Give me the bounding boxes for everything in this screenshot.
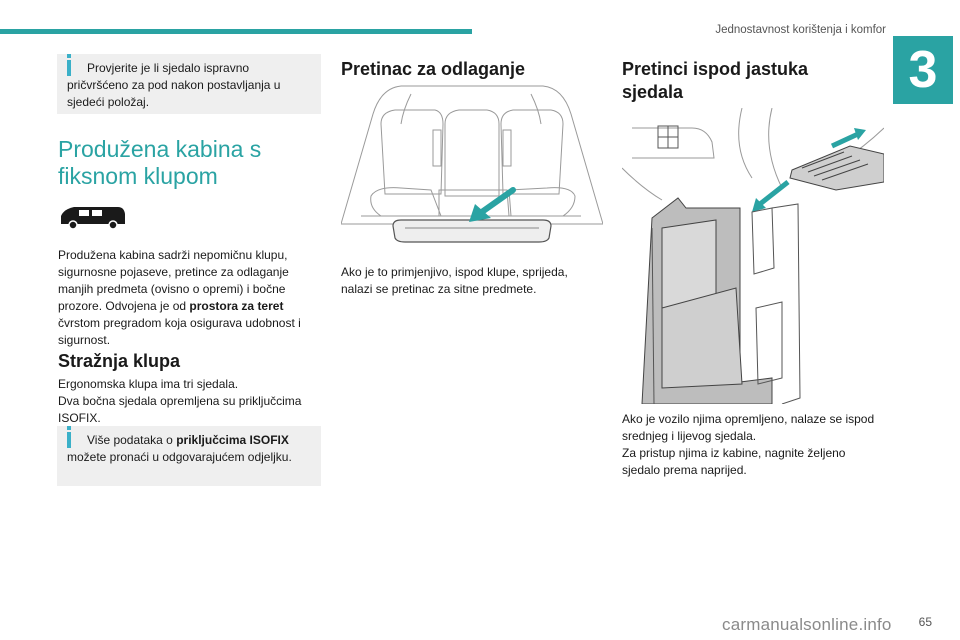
running-header: Jednostavnost korištenja i komfor bbox=[715, 24, 886, 36]
bench-storage-illustration bbox=[341, 84, 603, 254]
under-seat-text: Ako je vozilo njima opremljeno, nalaze se ispod srednjeg i lijevog sjedala. Za pristup njima iz kabine, nagnite željeno sjedalo prema naprijed. bbox=[622, 412, 875, 477]
section-title bbox=[58, 136, 320, 190]
heading-under-seat-storage: Pretinci ispod jastuka sjedala bbox=[622, 59, 809, 102]
section-title-line-2: fiksnom klupom bbox=[58, 163, 218, 189]
info-note-text: Više podataka o priključcima ISOFIX možete pronaći u odgovarajućem odjeljku. bbox=[67, 433, 292, 464]
van-icon bbox=[58, 202, 128, 230]
under-seat-storage-illustration bbox=[622, 108, 884, 404]
rear-bench-text: Ergonomska klupa ima tri sjedala. Dva bočna sjedala opremljena su priključcima ISOFIX. bbox=[58, 377, 302, 425]
info-icon bbox=[67, 432, 71, 448]
info-note-text: Provjerite je li sjedalo ispravno pričvršćeno za pod nakon postavljanja u sjedeći položaj. bbox=[67, 61, 281, 109]
info-note-isofix bbox=[57, 426, 321, 486]
chapter-number: 3 bbox=[893, 36, 953, 104]
info-note bbox=[57, 54, 321, 114]
intro-paragraph: Produžena kabina sadrži nepomičnu klupu, sigurnosne pojaseve, pretince za odlaganje manjih predmeta (ovisno o opremi) i bočne prozore. Odvojena je od prostora za teret čvrstom pregradom koja osigurava udobnost i sigurnost. bbox=[58, 248, 301, 347]
page-number: 65 bbox=[918, 615, 932, 629]
header-accent-bar bbox=[0, 29, 472, 34]
subheading-rear-bench: Stražnja klupa bbox=[58, 351, 181, 371]
watermark: carmanualsonline.info bbox=[722, 615, 892, 634]
info-icon bbox=[67, 60, 71, 76]
storage-text: Ako je to primjenjivo, ispod klupe, sprijeda, nalazi se pretinac za sitne predmete. bbox=[341, 265, 568, 296]
heading-storage: Pretinac za odlaganje bbox=[341, 59, 526, 79]
section-title-line-1: Produžena kabina s bbox=[58, 136, 262, 162]
